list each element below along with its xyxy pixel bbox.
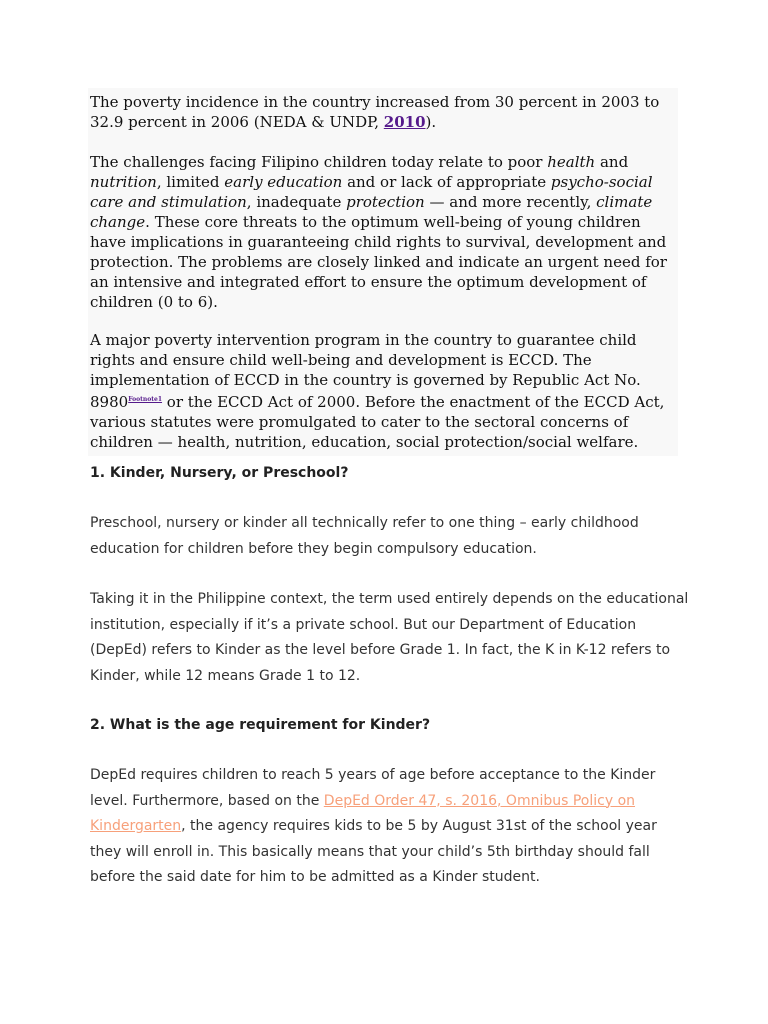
emphasis-health: health: [547, 153, 596, 171]
eccd-paragraph: [90, 330, 676, 452]
emphasis-protection: protection: [346, 193, 425, 211]
section-1-heading: 1. Kinder, Nursery, or Preschool?: [90, 465, 349, 481]
section-1-paragraph-2: Taking it in the Philippine context, the term used entirely depends on the educational institution, especially if it’s a private school. But our Department of Education (DepEd) refers to Kinder as the level before Grade 1. In fact, the K in K-12 refers to Kinder, while 12 means Grade 1 to 12.: [90, 591, 689, 684]
section-2-heading: 2. What is the age requirement for Kinder?: [90, 717, 431, 733]
emphasis-psycho-social: psycho-social care and stimulation: [90, 173, 653, 211]
poverty-text: The poverty incidence in the country increased from 30 percent in 2003 to 32.9 percent in 2006 (NEDA & UNDP,: [90, 93, 660, 131]
challenges-text: and or lack of appropriate: [342, 173, 551, 191]
eccd-text: or the ECCD Act of 2000. Before the enactment of the ECCD Act, various statutes were promulgated to cater to the sectoral concerns of children — health, nutrition, education, social protection/social welfare.: [90, 393, 665, 451]
section-2-text: DepEd requires children to reach 5 years of age before acceptance to the Kinder level. Furthermore, based on the: [90, 767, 656, 809]
emphasis-nutrition: nutrition: [90, 173, 157, 191]
emphasis-early-education: early education: [224, 173, 343, 191]
challenges-text: , inadequate: [246, 193, 347, 211]
poverty-paragraph: [90, 92, 676, 134]
challenges-text: , limited: [156, 173, 225, 191]
challenges-text: and: [595, 153, 629, 171]
challenges-text: — and more recently,: [424, 193, 597, 211]
section-2-paragraph: [90, 763, 690, 891]
quoted-excerpt: [88, 88, 678, 456]
challenges-text: . These core threats to the optimum well-being of young children have implications in guaranteeing child rights to survival, development and protection. The problems are closely linked and indicate an urgent need for an intensive and integrated effort to ensure the optimum development of children (0 to 6).: [90, 213, 667, 311]
challenges-paragraph: [90, 152, 676, 312]
footnote-link[interactable]: Footnote1: [128, 396, 163, 403]
section-1-paragraph-1: Preschool, nursery or kinder all technically refer to one thing – early childhood education for children before they begin compulsory education.: [90, 515, 639, 557]
deped-order-link[interactable]: DepEd Order 47, s. 2016, Omnibus Policy on Kindergarten: [90, 792, 636, 834]
poverty-text-end: ).: [425, 113, 437, 131]
section-2-text-end: , the agency requires kids to be 5 by August 31st of the school year they will enroll in. This basically means that your child’s 5th birthday should fall before the said date for him to be admitted as a Kinder student.: [90, 818, 657, 885]
citation-2010-link[interactable]: 2010: [383, 113, 426, 131]
challenges-text: The challenges facing Filipino children today relate to poor: [90, 153, 548, 171]
emphasis-climate-change: climate change: [90, 193, 653, 231]
eccd-text: A major poverty intervention program in the country to guarantee child rights and ensure child well-being and development is ECCD. The implementation of ECCD in the country is governed by Republic Act No. 8980: [90, 331, 641, 411]
